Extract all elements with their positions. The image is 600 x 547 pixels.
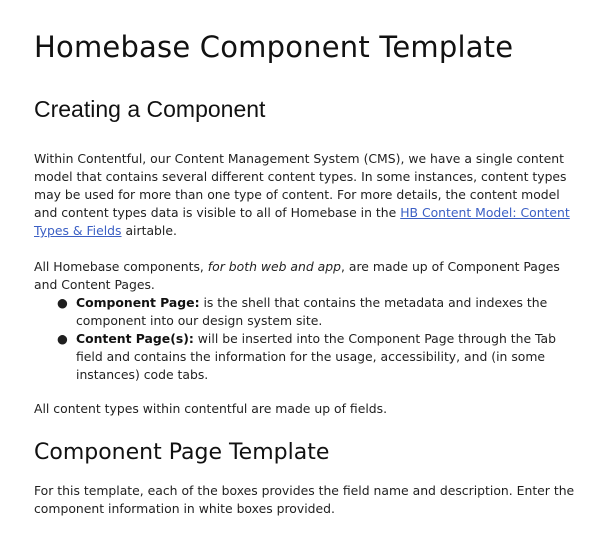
document-title: Homebase Component Template bbox=[34, 30, 514, 64]
bullet-icon: ● bbox=[57, 331, 68, 346]
paragraph-contentful-intro bbox=[34, 150, 579, 240]
paragraph-fields: All content types within contentful are made up of fields. bbox=[34, 401, 388, 416]
paragraph-text: , are made up of Component Pages and Content Pages. bbox=[34, 259, 560, 292]
section-heading-component-page-template: Component Page Template bbox=[34, 440, 330, 465]
list-item-term: Component Page: bbox=[76, 295, 200, 310]
list-item-component-page bbox=[34, 294, 579, 330]
paragraph-text: Within Contentful, our Content Management System (CMS), we have a single content model that contains several different content types. In some instances, content types may be used for more than one type of content. For more details, the content model and content types data is visible to all of Homebase in the bbox=[34, 151, 567, 220]
list-item-content-pages bbox=[34, 330, 579, 384]
bullet-icon: ● bbox=[57, 295, 68, 310]
hb-content-model-link[interactable]: HB Content Model: Content Types & Fields bbox=[34, 205, 570, 238]
paragraph-template-instructions: For this template, each of the boxes provides the field name and description. Enter the component information in white boxes provided. bbox=[34, 483, 575, 516]
list-item-description: is the shell that contains the metadata and indexes the component into our design system site. bbox=[76, 295, 548, 328]
paragraph-text: All Homebase components, bbox=[34, 259, 208, 274]
section-heading-creating-a-component: Creating a Component bbox=[34, 96, 266, 122]
paragraph-components-made-up bbox=[34, 258, 579, 294]
italic-text: for both web and app bbox=[207, 259, 342, 274]
paragraph-text: airtable. bbox=[121, 223, 177, 238]
page-types-list bbox=[34, 294, 579, 384]
list-item-description: will be inserted into the Component Page through the Tab field and contains the information for the usage, accessibility, and (in some instances) code tabs. bbox=[76, 331, 557, 382]
list-item-term: Content Page(s): bbox=[76, 331, 194, 346]
